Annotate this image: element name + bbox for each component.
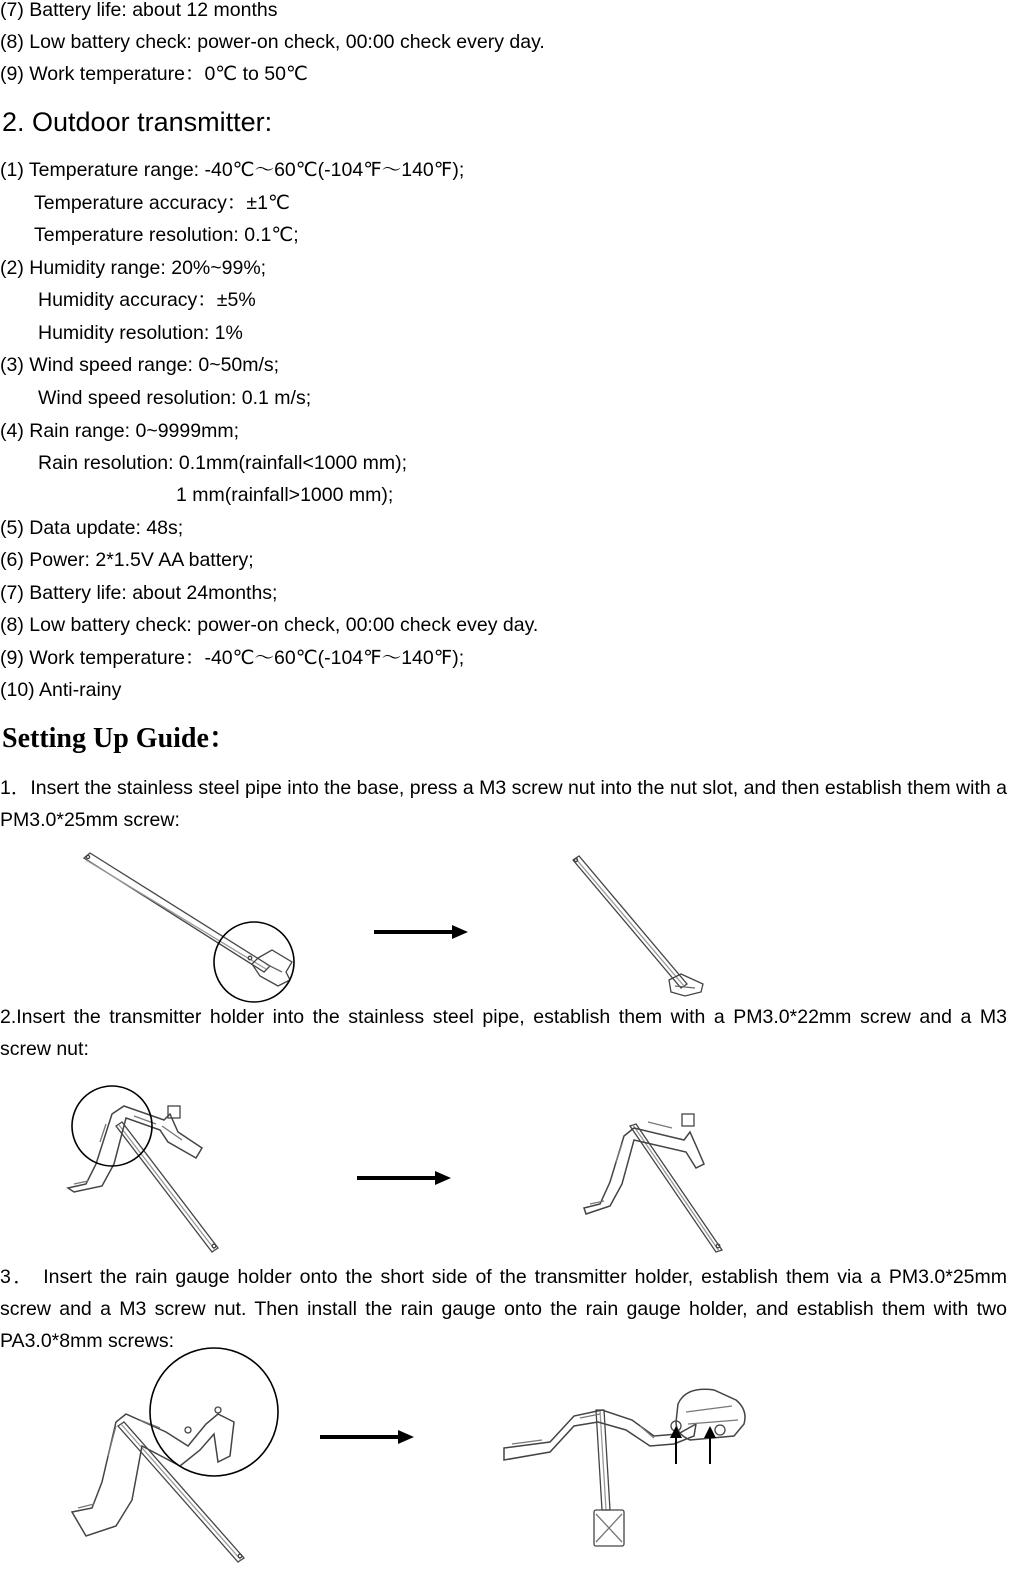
pipe-assembled-figure <box>565 852 715 1002</box>
arrow-right-icon <box>372 922 470 942</box>
spec-line: (8) Low battery check: power-on check, 00:00 check evey day. <box>0 614 539 636</box>
detail-circle <box>72 1086 152 1166</box>
rain-holder-figure <box>68 1366 268 1566</box>
indoor-spec-line: (8) Low battery check: power-on check, 00:00 check every day. <box>0 31 545 53</box>
indoor-spec-line: (9) Work temperature：0℃ to 50℃ <box>0 63 308 85</box>
spec-line: (2) Humidity range: 20%~99%; <box>0 257 267 279</box>
screw-arrow-icon <box>670 1426 682 1464</box>
screw-arrow-icon <box>704 1426 716 1464</box>
detail-circle <box>150 1348 278 1476</box>
guide-heading: Setting Up Guide： <box>2 723 237 754</box>
spec-line: (4) Rain range: 0~9999mm; <box>0 420 239 442</box>
rain-gauge-assembled-figure <box>500 1384 758 1554</box>
holder-pipe-figure <box>64 1082 234 1254</box>
indoor-spec-line: (7) Battery life: about 12 months <box>0 0 278 21</box>
spec-line: 1 mm(rainfall>1000 mm); <box>176 484 394 506</box>
step1-text: 1．Insert the stainless steel pipe into the base, press a M3 screw nut into the nut slot, and then establish them with a PM3.0*25mm screw: <box>0 777 1007 831</box>
spec-line: (1) Temperature range: -40℃～60℃(-104℉～140℉); <box>0 159 465 181</box>
arrow-right-icon <box>318 1427 416 1447</box>
spec-line: Humidity resolution: 1% <box>38 322 243 344</box>
spec-line: (7) Battery life: about 24months; <box>0 582 278 604</box>
pipe-base-figure <box>70 848 310 1003</box>
step3-text: 3． Insert the rain gauge holder onto the short side of the transmitter holder, establish them via a PM3.0*25mm screw and a M3 screw nut. Then install the rain gauge onto the rain gauge holder, and establish them with two PA3.0*8mm screws: <box>0 1266 1007 1352</box>
spec-line: (6) Power: 2*1.5V AA battery; <box>0 549 254 571</box>
spec-line: (5) Data update: 48s; <box>0 517 184 539</box>
spec-line: (10) Anti-rainy <box>0 679 122 701</box>
spec-line: Rain resolution: 0.1mm(rainfall<1000 mm); <box>38 452 408 474</box>
spec-line: Humidity accuracy：±5% <box>38 289 256 311</box>
spec-line: Temperature accuracy：±1℃ <box>34 192 290 214</box>
spec-line: (3) Wind speed range: 0~50m/s; <box>0 354 280 376</box>
spec-line: (9) Work temperature：-40℃～60℃(-104℉～140℉); <box>0 647 465 669</box>
outdoor-heading: 2. Outdoor transmitter: <box>2 107 273 137</box>
spec-line: Temperature resolution: 0.1℃; <box>34 224 299 246</box>
arrow-right-icon <box>355 1168 453 1188</box>
spec-line: Wind speed resolution: 0.1 m/s; <box>38 387 312 409</box>
step2-text: 2.Insert the transmitter holder into the stainless steel pipe, establish them with a PM3.0*22mm screw and a M3 screw nut: <box>0 1006 1007 1060</box>
holder-assembled-figure <box>578 1104 738 1256</box>
